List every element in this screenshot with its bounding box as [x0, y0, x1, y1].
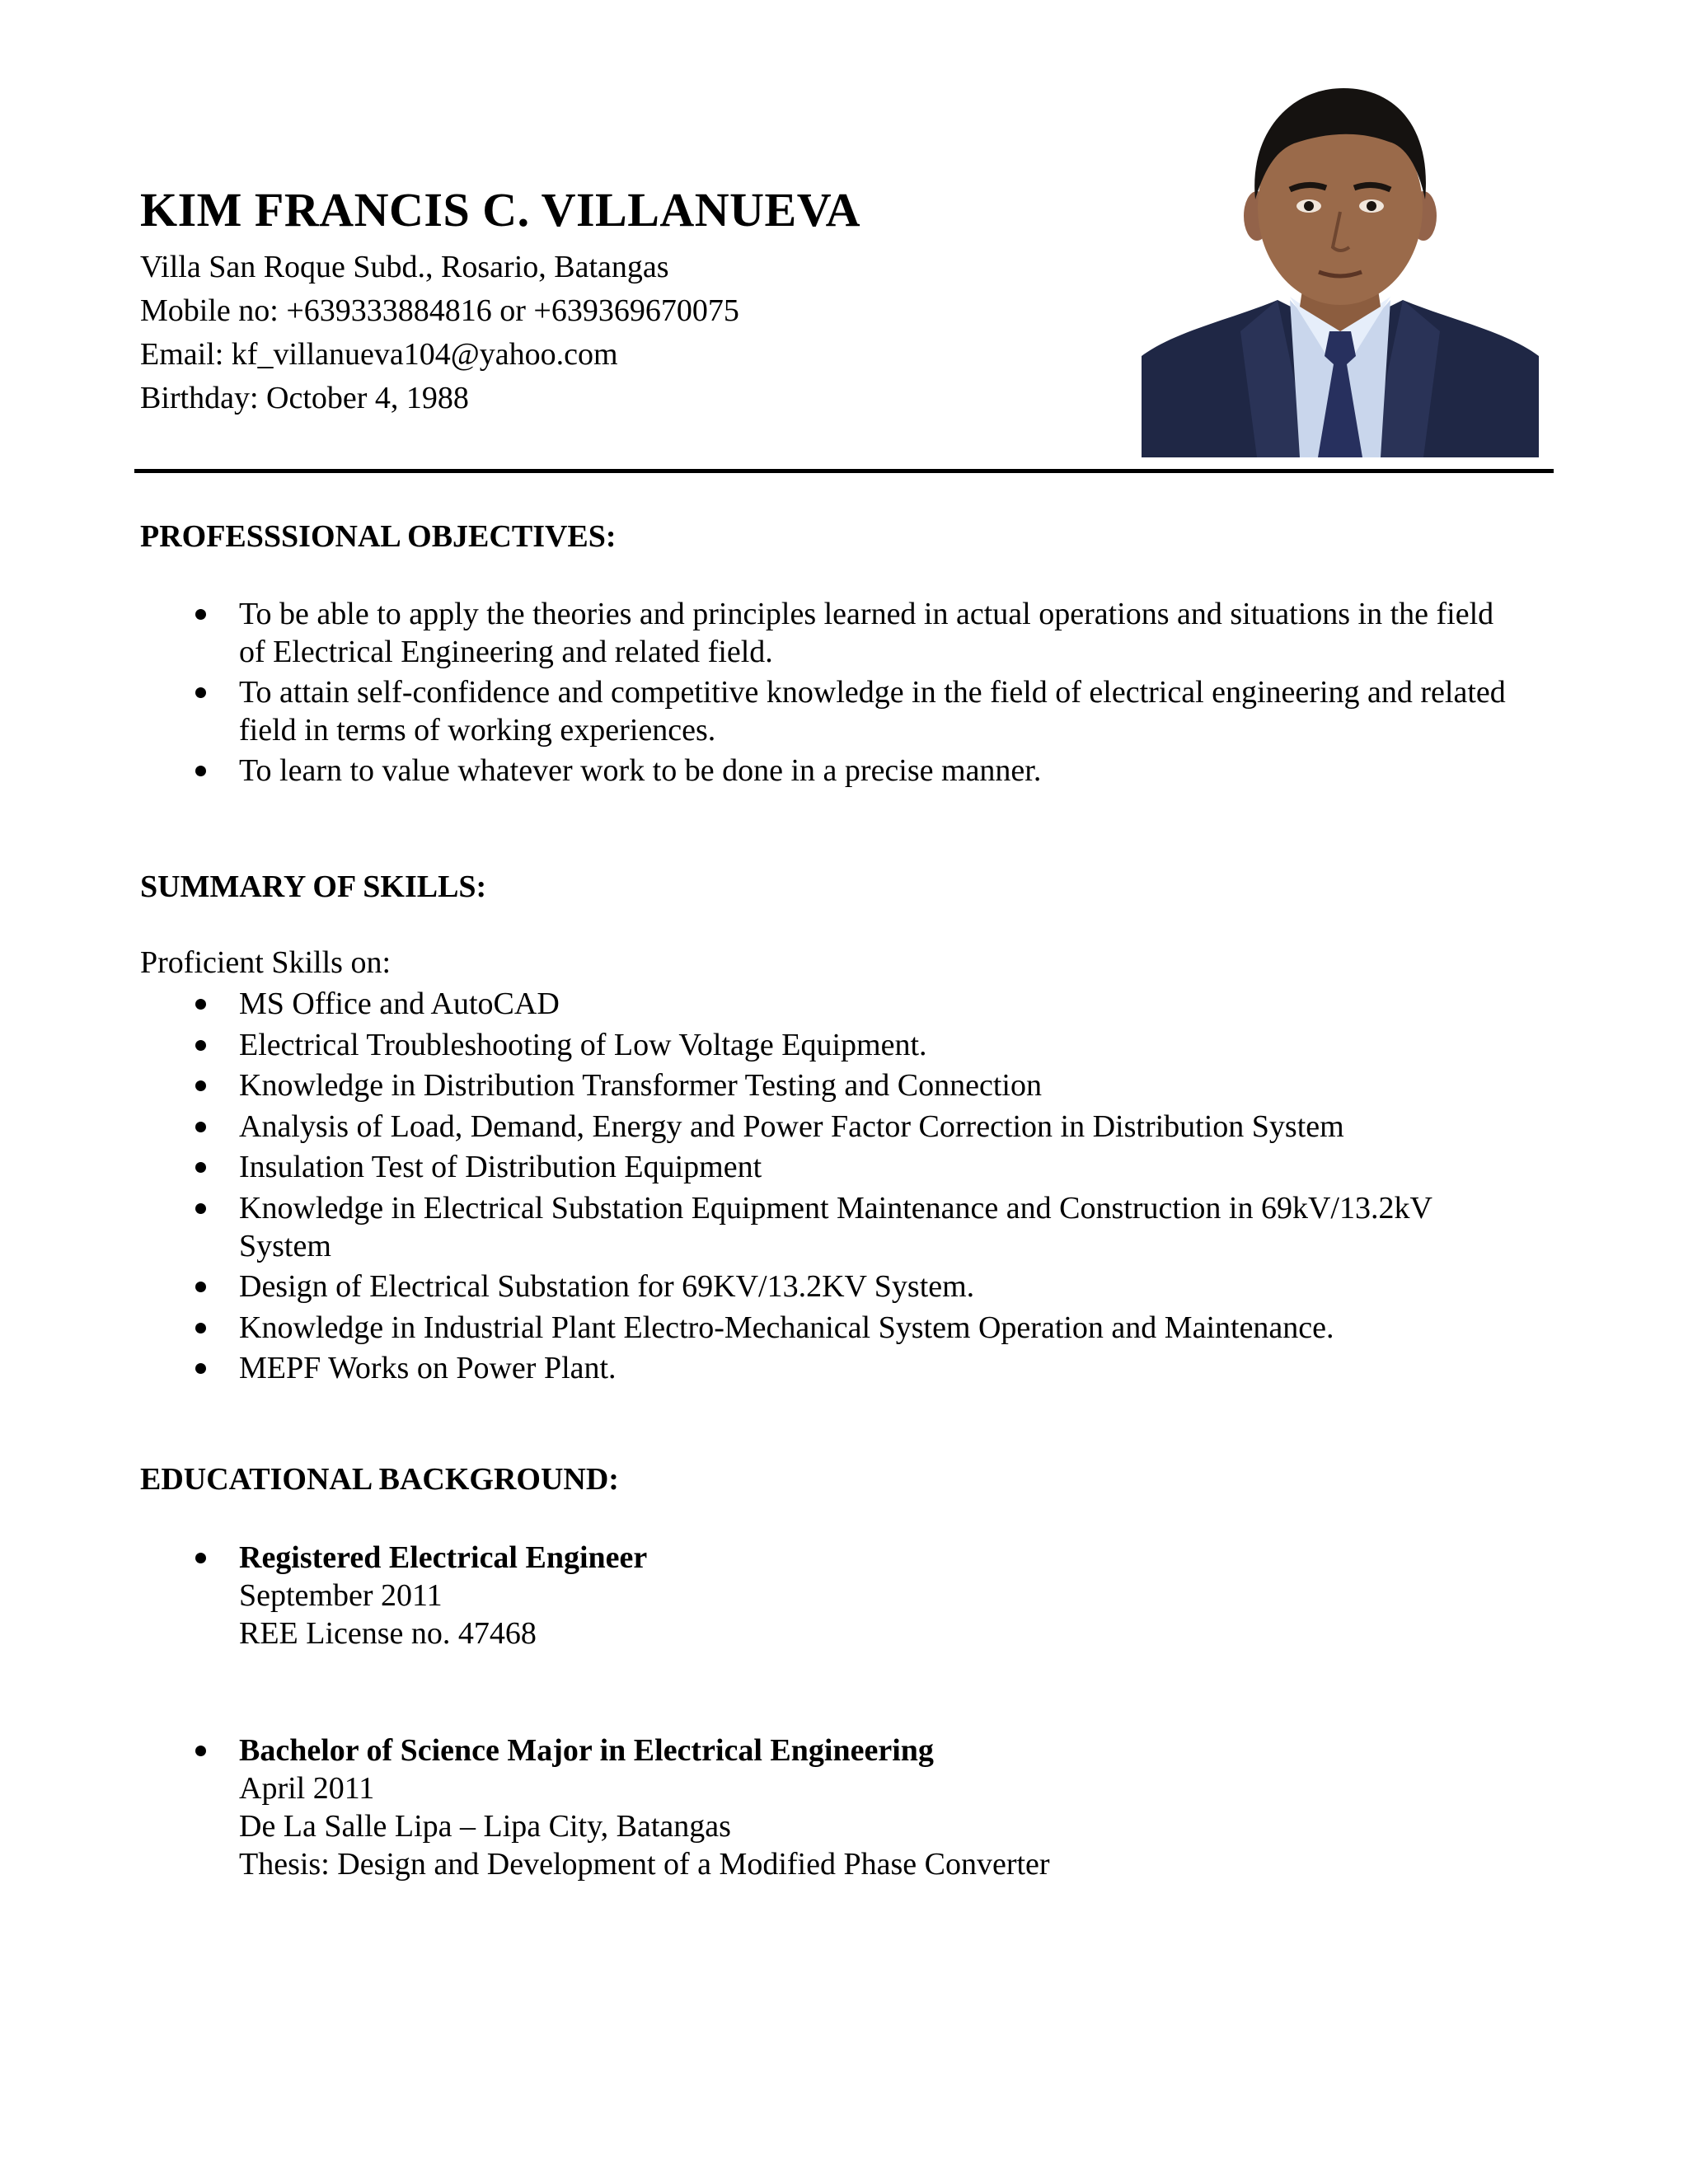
education-detail: Thesis: Design and Development of a Modified Phase Converter: [239, 1847, 1050, 1882]
list-item: [0, 1732, 1525, 1883]
education-entry-2: [0, 1732, 1525, 1883]
education-detail: REE License no. 47468: [239, 1616, 537, 1651]
objective-text: To learn to value whatever work to be done in a precise manner.: [239, 753, 1042, 788]
bullet-icon: [195, 1203, 206, 1214]
list-item: [0, 1268, 1525, 1305]
header-divider: [134, 469, 1554, 473]
bullet-icon: [195, 609, 206, 620]
bullet-icon: [195, 1363, 206, 1374]
education-detail: De La Salle Lipa – Lipa City, Batangas: [239, 1809, 731, 1844]
list-item: [0, 1189, 1525, 1265]
list-item: [0, 985, 1525, 1023]
list-item: [0, 673, 1525, 749]
bullet-icon: [195, 1040, 206, 1051]
address-line: Villa San Roque Subd., Rosario, Batangas: [140, 250, 669, 284]
skill-text: Electrical Troubleshooting of Low Voltage Equipment.: [239, 1027, 927, 1062]
bullet-icon: [195, 1122, 206, 1132]
bullet-icon: [195, 999, 206, 1010]
education-title: Registered Electrical Engineer: [239, 1540, 648, 1575]
bullet-icon: [195, 687, 206, 698]
list-item: [0, 1066, 1525, 1104]
email-line: Email: kf_villanueva104@yahoo.com: [140, 337, 618, 372]
list-item: [0, 752, 1525, 790]
bullet-icon: [195, 1080, 206, 1091]
objectives-list: [0, 595, 1525, 792]
contact-block: [140, 246, 739, 420]
list-item: [0, 1108, 1525, 1146]
skill-text: Knowledge in Industrial Plant Electro-Mechanical System Operation and Maintenance.: [239, 1310, 1334, 1345]
skill-text: Knowledge in Distribution Transformer Testing and Connection: [239, 1068, 1042, 1103]
skill-text: MEPF Works on Power Plant.: [239, 1351, 617, 1385]
applicant-name: KIM FRANCIS C. VILLANUEVA: [140, 183, 861, 237]
birthday-line: Birthday: October 4, 1988: [140, 381, 469, 415]
list-item: [0, 1539, 1525, 1652]
education-detail: April 2011: [239, 1771, 375, 1806]
skills-list: [0, 985, 1525, 1390]
skill-text: Knowledge in Electrical Substation Equipment Maintenance and Construction in 69kV/13.2kV System: [239, 1190, 1432, 1263]
bullet-icon: [195, 1553, 206, 1563]
skills-intro: Proficient Skills on:: [140, 945, 391, 980]
education-heading: EDUCATIONAL BACKGROUND:: [140, 1462, 619, 1497]
education-title: Bachelor of Science Major in Electrical Engineering: [239, 1733, 934, 1768]
list-item: [0, 1148, 1525, 1186]
education-entry-1: [0, 1539, 1525, 1652]
list-item: [0, 1349, 1525, 1387]
mobile-line: Mobile no: +639333884816 or +639369670075: [140, 293, 739, 328]
bullet-icon: [195, 1282, 206, 1292]
objectives-heading: PROFESSSIONAL OBJECTIVES:: [140, 519, 617, 554]
objective-text: To be able to apply the theories and principles learned in actual operations and situations in the field of Electrical Engineering and related field.: [239, 597, 1494, 669]
skill-text: Analysis of Load, Demand, Energy and Power Factor Correction in Distribution System: [239, 1108, 1344, 1144]
list-item: [0, 1309, 1525, 1347]
bullet-icon: [195, 1323, 206, 1333]
list-item: [0, 1026, 1525, 1064]
applicant-photo: [1142, 84, 1539, 457]
education-detail: September 2011: [239, 1578, 443, 1613]
objective-text: To attain self-confidence and competitive knowledge in the field of electrical engineering and related field in terms of working experiences.: [239, 675, 1506, 748]
list-item: [0, 595, 1525, 671]
skill-text: MS Office and AutoCAD: [239, 987, 560, 1021]
skill-text: Insulation Test of Distribution Equipment: [239, 1150, 762, 1184]
bullet-icon: [195, 766, 206, 776]
bullet-icon: [195, 1746, 206, 1756]
skill-text: Design of Electrical Substation for 69KV/13.2KV System.: [239, 1269, 975, 1304]
skills-heading: SUMMARY OF SKILLS:: [140, 869, 487, 904]
bullet-icon: [195, 1162, 206, 1173]
